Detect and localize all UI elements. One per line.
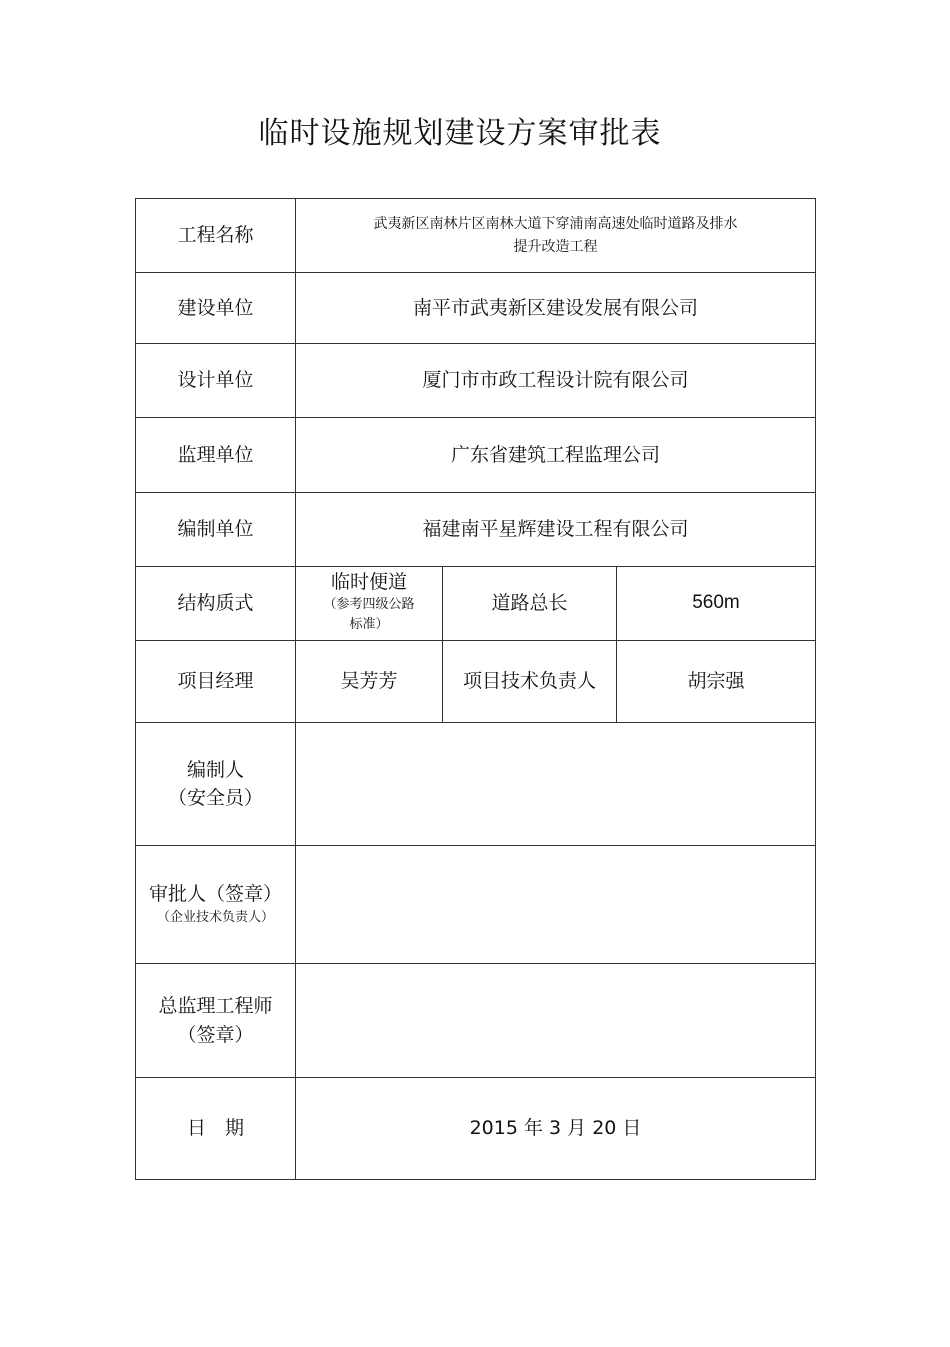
row-project-name bbox=[136, 199, 816, 273]
construction-unit-label: 建设单位 bbox=[136, 273, 296, 344]
structure-type-note-line1: （参考四级公路 bbox=[323, 596, 415, 612]
road-length-value: 560m bbox=[617, 567, 816, 641]
compiler-label-line2: （安全员） bbox=[167, 787, 263, 809]
chief-supervisor-value[interactable] bbox=[296, 964, 816, 1078]
chief-supervisor-label-line2: （签章） bbox=[177, 1023, 254, 1046]
construction-unit-value: 南平市武夷新区建设发展有限公司 bbox=[296, 273, 816, 344]
supervision-unit-value: 广东省建筑工程监理公司 bbox=[296, 418, 816, 493]
row-compiling-unit bbox=[136, 493, 816, 567]
project-manager-name: 吴芳芳 bbox=[296, 641, 443, 723]
row-managers bbox=[136, 641, 816, 723]
row-structure bbox=[136, 567, 816, 641]
road-length-label: 道路总长 bbox=[443, 567, 617, 641]
compiling-unit-label: 编制单位 bbox=[136, 493, 296, 567]
tech-lead-name: 胡宗强 bbox=[617, 641, 816, 723]
approval-table bbox=[135, 198, 816, 1180]
compiler-label-line1: 编制人 bbox=[186, 758, 244, 781]
row-supervision-unit bbox=[136, 418, 816, 493]
approver-value[interactable] bbox=[296, 846, 816, 964]
project-name-label: 工程名称 bbox=[136, 199, 296, 273]
chief-supervisor-label-line1: 总监理工程师 bbox=[158, 995, 273, 1017]
row-chief-supervisor bbox=[136, 964, 816, 1078]
compiler-value[interactable] bbox=[296, 723, 816, 846]
compiling-unit-value: 福建南平星辉建设工程有限公司 bbox=[296, 493, 816, 567]
chief-supervisor-label bbox=[136, 964, 296, 1078]
structure-type-main: 临时便道 bbox=[330, 570, 407, 593]
row-compiler bbox=[136, 723, 816, 846]
project-name-line1: 武夷新区南林片区南林大道下穿浦南高速处临时道路及排水 bbox=[373, 216, 738, 233]
structure-label: 结构质式 bbox=[136, 567, 296, 641]
project-manager-label: 项目经理 bbox=[136, 641, 296, 723]
date-label: 日 期 bbox=[136, 1078, 296, 1180]
design-unit-label: 设计单位 bbox=[136, 344, 296, 418]
project-name-value bbox=[296, 199, 816, 273]
row-construction-unit bbox=[136, 273, 816, 344]
date-value: 2015 年 3 月 20 日 bbox=[296, 1078, 816, 1180]
tech-lead-label: 项目技术负责人 bbox=[443, 641, 617, 723]
row-approver bbox=[136, 846, 816, 964]
compiler-label bbox=[136, 723, 296, 846]
row-date bbox=[136, 1078, 816, 1180]
page-title: 临时设施规划建设方案审批表 bbox=[258, 116, 662, 151]
approver-label-line1: 审批人（签章） bbox=[148, 882, 282, 905]
supervision-unit-label: 监理单位 bbox=[136, 418, 296, 493]
approver-label bbox=[136, 846, 296, 964]
approver-label-line2: （企业技术负责人） bbox=[156, 910, 274, 926]
row-design-unit bbox=[136, 344, 816, 418]
structure-type bbox=[296, 567, 443, 641]
project-name-line2: 提升改造工程 bbox=[513, 238, 598, 255]
structure-type-note-line2: 标准） bbox=[349, 617, 389, 633]
design-unit-value: 厦门市市政工程设计院有限公司 bbox=[296, 344, 816, 418]
